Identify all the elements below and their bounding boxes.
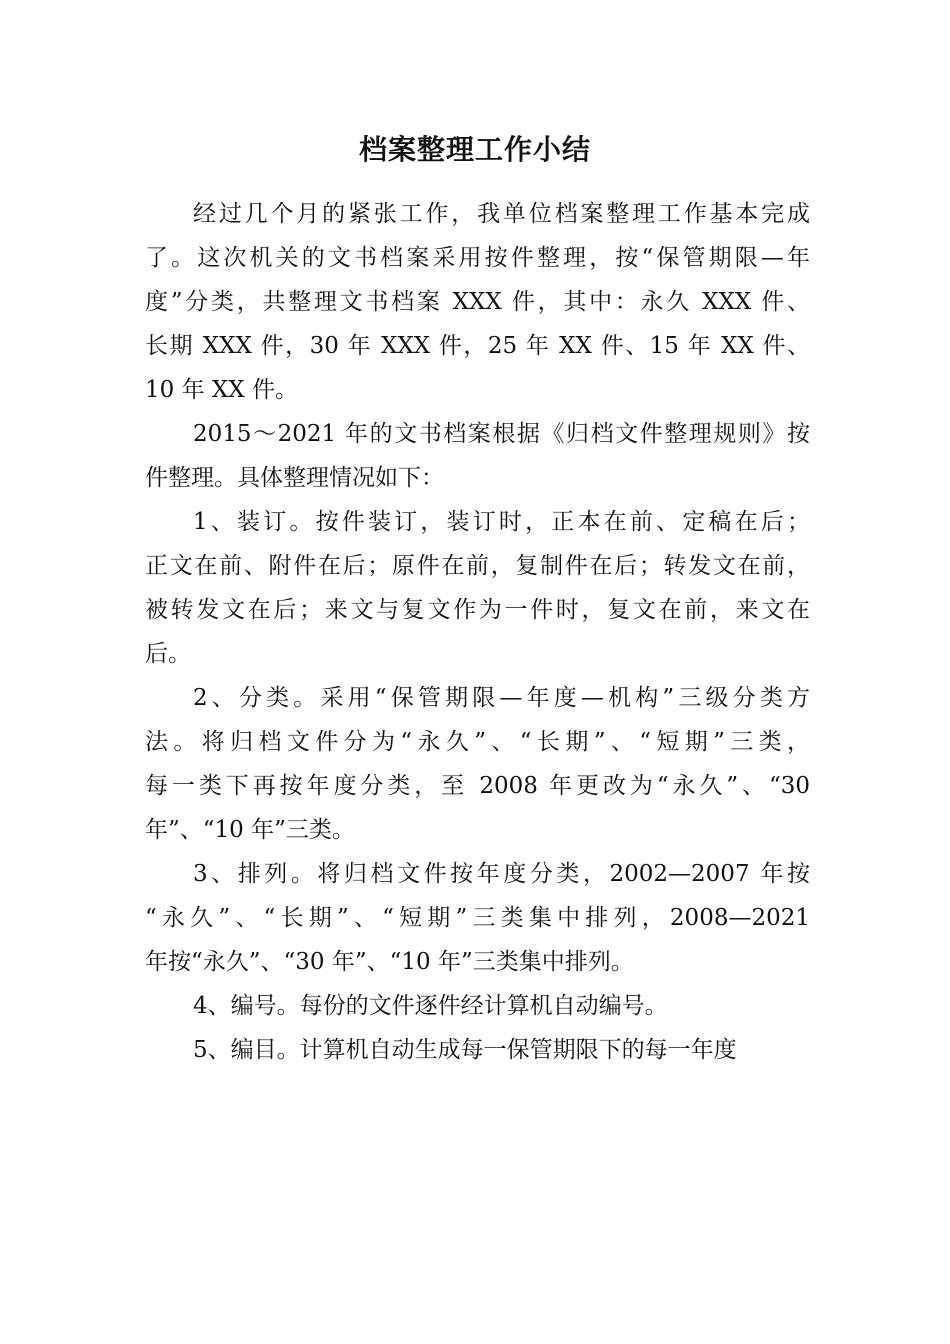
text-line: 每一类下再按年度分类，至 2008 年更改为“永久”、“30 xyxy=(145,773,810,799)
paragraph xyxy=(145,984,810,1028)
text-line: 件整理。具体整理情况如下： xyxy=(145,465,444,491)
text-line: 5、编目。计算机自动生成每一保管期限下的每一年度 xyxy=(193,1037,737,1063)
document-body xyxy=(145,192,810,1072)
text-line: 2015～2021 年的文书档案根据《归档文件整理规则》按 xyxy=(193,421,810,447)
text-line: 10 年 XX 件。 xyxy=(145,377,298,403)
paragraph xyxy=(145,192,810,412)
paragraph xyxy=(145,412,810,500)
paragraph xyxy=(145,1028,810,1072)
text-line: 4、编号。每份的文件逐件经计算机自动编号。 xyxy=(193,993,668,1019)
text-line: 2、分类。采用“保管期限—年度—机构”三级分类方 xyxy=(193,685,810,711)
text-line: 法。将归档文件分为“永久”、“长期”、“短期”三类， xyxy=(145,729,810,755)
text-line: 被转发文在后；来文与复文作为一件时，复文在前，来文在 xyxy=(145,597,810,623)
paragraph xyxy=(145,676,810,852)
text-line: 经过几个月的紧张工作，我单位档案整理工作基本完成 xyxy=(193,201,810,227)
text-line: 年”、“10 年”三类。 xyxy=(145,817,355,843)
paragraph xyxy=(145,852,810,984)
paragraph xyxy=(145,500,810,676)
text-line: 了。这次机关的文书档案采用按件整理，按“保管期限—年 xyxy=(145,245,810,271)
text-line: 年按“永久”、“30 年”、“10 年”三类集中排列。 xyxy=(145,949,634,975)
text-line: 正文在前、附件在后；原件在前，复制件在后；转发文在前， xyxy=(145,553,810,579)
text-line: 长期 XXX 件，30 年 XXX 件，25 年 XX 件、15 年 XX 件、 xyxy=(145,333,810,359)
text-line: 度”分类，共整理文书档案 XXX 件，其中：永久 XXX 件、 xyxy=(145,289,810,315)
text-line: 1、装订。按件装订，装订时，正本在前、定稿在后； xyxy=(193,509,810,535)
document-title: 档案整理工作小结 xyxy=(358,133,591,166)
text-line: 后。 xyxy=(145,641,191,667)
text-line: “永久”、“长期”、“短期”三类集中排列，2008—2021 xyxy=(145,905,810,931)
text-line: 3、排列。将归档文件按年度分类，2002—2007 年按 xyxy=(193,861,810,887)
